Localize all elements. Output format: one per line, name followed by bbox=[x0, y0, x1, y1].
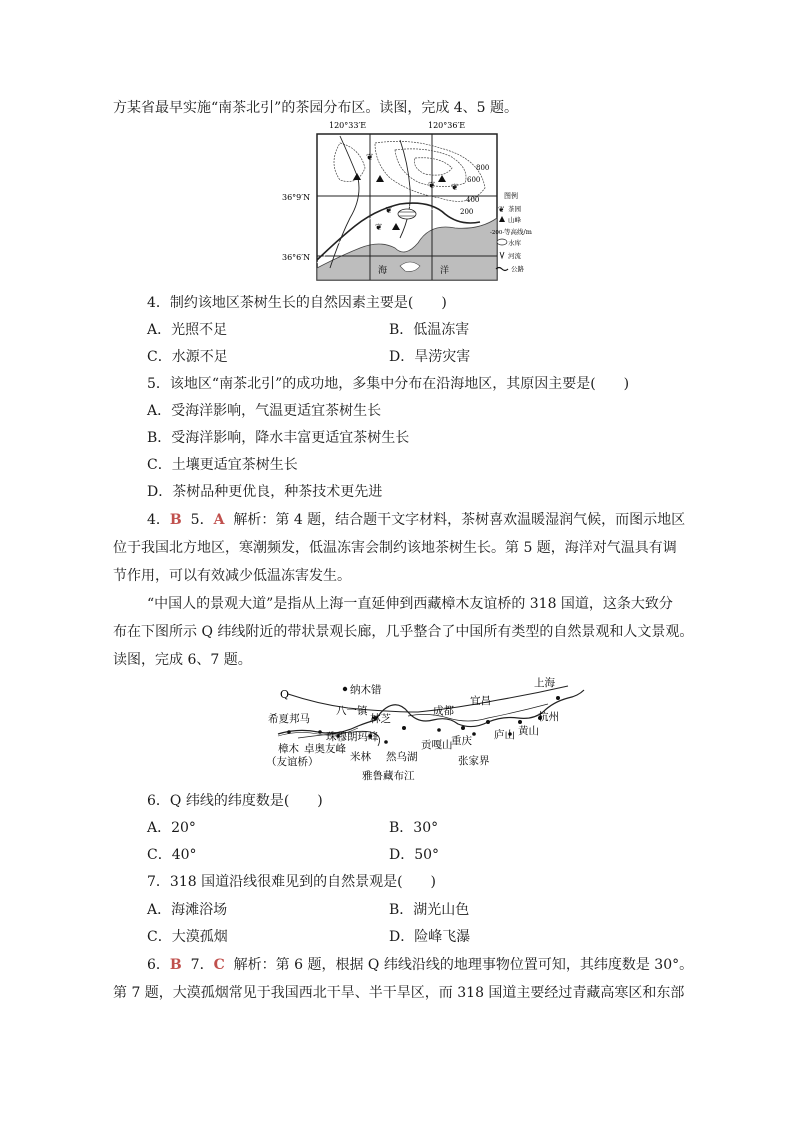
svg-text:❦: ❦ bbox=[385, 206, 393, 216]
q-label: Q bbox=[280, 688, 290, 701]
material-line-2: 布在下图所示 Q 纬线附近的带状景观长廊，几乎整合了中国所有类型的自然景观和人文景观。 bbox=[113, 624, 694, 640]
q5-option-d: D．茶树品种更优良，种茶技术更先进 bbox=[147, 484, 383, 500]
answer-7: C bbox=[213, 957, 225, 973]
q5-option-b: B．受海洋影响，降水丰富更适宜茶树生长 bbox=[147, 430, 410, 446]
svg-text:❦: ❦ bbox=[498, 205, 505, 214]
lat-label-2: 36°6′N bbox=[282, 253, 311, 262]
svg-text:水库: 水库 bbox=[508, 239, 521, 247]
q4-option-d: D．旱涝灾害 bbox=[389, 349, 471, 365]
q6-stem: 6．Q 纬线的纬度数是( ) bbox=[147, 793, 323, 809]
svg-text:❦: ❦ bbox=[366, 153, 374, 163]
place-labels bbox=[266, 676, 559, 782]
q4-option-b: B．低温冻害 bbox=[389, 322, 470, 338]
label-yaluzangbu: 雅鲁藏布江 bbox=[362, 770, 415, 782]
label-huangshan: 黄山 bbox=[518, 725, 539, 737]
lon-label-2: 120°36′E bbox=[428, 121, 466, 130]
label-hangzhou: 杭州 bbox=[538, 711, 559, 723]
contour-200: 200 bbox=[460, 208, 474, 216]
contour-600: 600 bbox=[467, 176, 481, 184]
label-chengdu: 成都 bbox=[433, 705, 454, 717]
answer-line-2: 位于我国北方地区，寒潮频发，低温冻害会制约该地茶树生长。第 5 题，海洋对气温具有调 bbox=[113, 540, 677, 556]
label-linzhi: 林芝 bbox=[370, 713, 391, 725]
answer-explanation-6-7: 6．B 7．C 解析：第 6 题，根据 Q 纬线沿线的地理事物位置可知，其纬度数是 30°。 bbox=[147, 957, 694, 973]
svg-text:❦: ❦ bbox=[375, 223, 383, 233]
label-zhangmu-sub: （友谊桥） bbox=[266, 756, 319, 768]
q7-option-c: C．大漠孤烟 bbox=[147, 929, 228, 945]
label-zhangjiajie: 张家界 bbox=[458, 755, 490, 767]
svg-text:等高线/m: 等高线/m bbox=[504, 228, 532, 236]
sea-char-1: 海 bbox=[378, 266, 388, 276]
q7-stem: 7．318 国道沿线很难见到的自然景观是( ) bbox=[147, 874, 437, 890]
label-bayizhen: 八一镇 bbox=[336, 705, 368, 717]
q5-option-a: A．受海洋影响，气温更适宜茶树生长 bbox=[147, 403, 382, 419]
q6-option-d: D．50° bbox=[389, 847, 440, 863]
q5-stem: 5．该地区“南茶北引”的成功地，多集中分布在沿海地区，其原因主要是( ) bbox=[147, 376, 630, 392]
svg-text:河流: 河流 bbox=[508, 252, 521, 260]
material-line-1: “中国人的景观大道”是指从上海一直延伸到西藏樟木友谊桥的 318 国道，这条大致分 bbox=[147, 596, 673, 612]
svg-text:❦: ❦ bbox=[428, 181, 436, 191]
svg-text:茶园: 茶园 bbox=[508, 205, 521, 213]
contour-800: 800 bbox=[476, 164, 490, 172]
q4-option-a: A．光照不足 bbox=[147, 322, 228, 338]
label-namucuo: 纳木错 bbox=[350, 684, 382, 696]
q7-option-b: B．湖光山色 bbox=[389, 902, 470, 918]
svg-text:图例: 图例 bbox=[504, 192, 518, 200]
label-lushan: 庐山 bbox=[494, 729, 515, 741]
q7-option-d: D．险峰飞瀑 bbox=[389, 929, 471, 945]
label-gonggashan: 贡嘎山 bbox=[421, 739, 453, 751]
label-chongqing: 重庆 bbox=[451, 735, 472, 747]
svg-text:公路: 公路 bbox=[511, 265, 524, 273]
sea-char-2: 洋 bbox=[440, 266, 450, 276]
label-yichang: 宜昌 bbox=[470, 695, 491, 707]
q5-option-c: C．土壤更适宜茶树生长 bbox=[147, 457, 298, 473]
lat-label-1: 36°9′N bbox=[282, 193, 311, 202]
q7-option-a: A．海滩浴场 bbox=[147, 902, 228, 918]
tea-garden-map bbox=[280, 118, 550, 288]
intro-text: 方某省最早实施“南茶北引”的茶园分布区。读图，完成 4、5 题。 bbox=[113, 100, 519, 116]
label-milin: 米林 bbox=[350, 751, 371, 763]
route-318-map bbox=[258, 672, 598, 784]
answer-67-line-2: 第 7 题，大漠孤烟常见于我国西北干旱、半干旱区，而 318 国道主要经过青藏高寒区和东部 bbox=[113, 985, 685, 1001]
label-zhangmu: 樟木 bbox=[278, 743, 299, 755]
svg-text:❦: ❦ bbox=[451, 183, 459, 193]
answer-explanation-4-5: 4．B 5．A 解析：第 4 题，结合题干文字材料，茶树喜欢温暖湿润气候，而图示地区 bbox=[147, 512, 686, 528]
q4-option-c: C．水源不足 bbox=[147, 349, 228, 365]
answer-6: B bbox=[169, 957, 182, 973]
q6-option-c: C．40° bbox=[147, 847, 197, 863]
contour-400: 400 bbox=[466, 196, 480, 204]
lon-label-1: 120°33′E bbox=[329, 121, 367, 130]
answer-4: B bbox=[169, 512, 182, 528]
label-zhumulangma: 珠穆朗玛峰 bbox=[326, 731, 379, 743]
label-xixiabangma: 希夏邦马 bbox=[268, 713, 310, 725]
material-line-3: 读图，完成 6、7 题。 bbox=[113, 652, 252, 668]
q6-option-a: A．20° bbox=[147, 820, 196, 836]
svg-text:-200-: -200- bbox=[490, 230, 505, 236]
label-shanghai: 上海 bbox=[534, 677, 555, 689]
q6-option-b: B．30° bbox=[389, 820, 439, 836]
answer-line-3: 节作用，可以有效减少低温冻害发生。 bbox=[113, 568, 351, 584]
svg-text:山峰: 山峰 bbox=[508, 216, 521, 224]
label-ranwuhu: 然乌湖 bbox=[386, 751, 418, 763]
label-zhuoaoyou: 卓奥友峰 bbox=[304, 743, 346, 755]
q4-stem: 4．制约该地区茶树生长的自然因素主要是( ) bbox=[147, 295, 447, 311]
answer-5: A bbox=[213, 512, 225, 528]
